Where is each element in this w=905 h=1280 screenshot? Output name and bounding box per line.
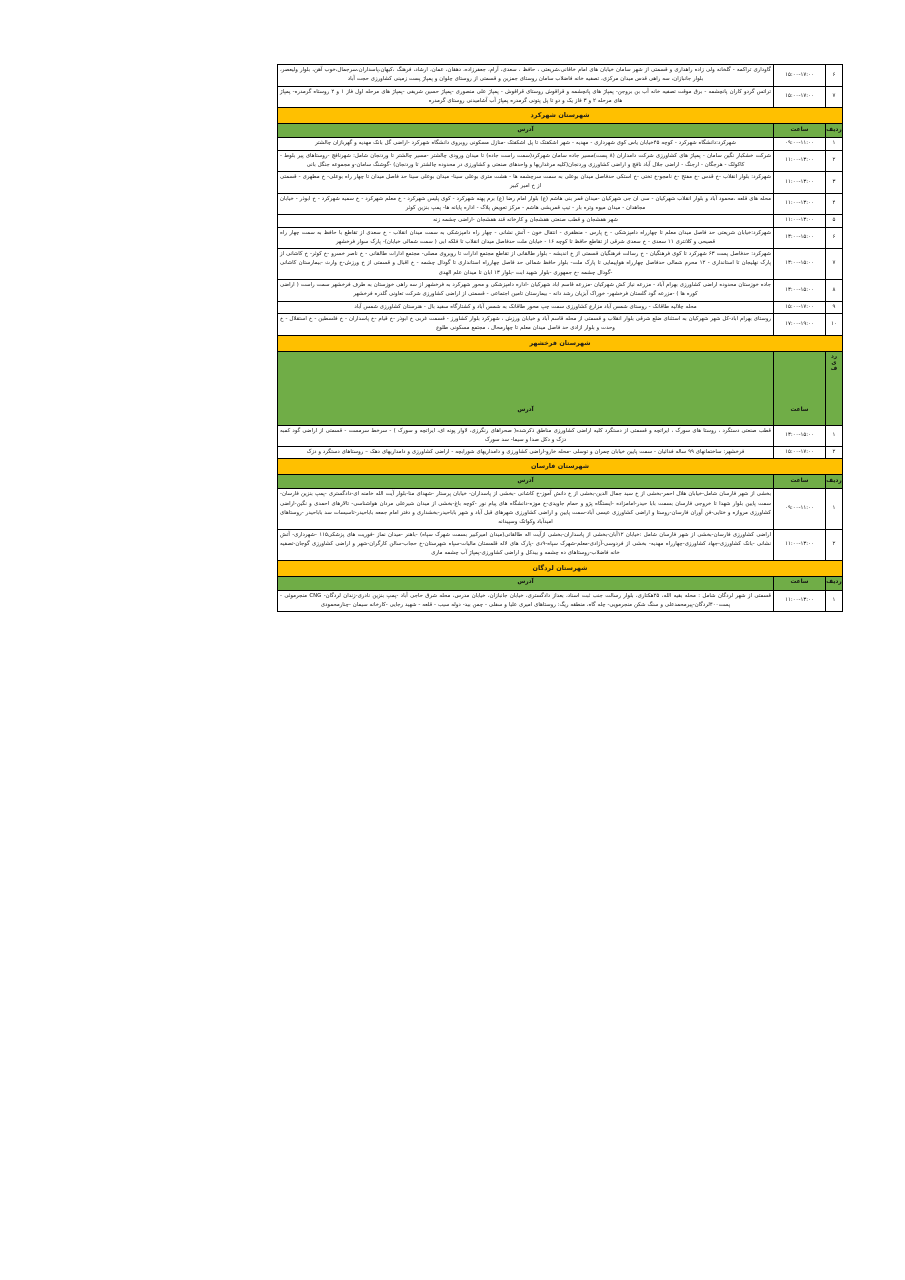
cell-address: گاوداری تراکمه - گلخانه ولی زاده راهداری و قسمتی از شهر سامان خیابان های امام خاقانی،شریعتی ، حافظ ، سعدی، آرام، جعفرزاده، دهقان، عمان، ارشاد، فرهنگ ،کیهان،پاسداران،سرجمال،خوب آهن، بلوار ولیعصر، بلوار جانبازان، سه راهی قدس میدان مرکزی، تصفیه خانه فاضلاب سامان روستای جمزین و قسمتی از روستای چلوان و پمپاژ پست زمینی کشاورزی حجت آباد xyxy=(278,65,774,87)
table-row xyxy=(278,172,843,194)
city-header-label: شهرستان فرخشهر xyxy=(278,335,843,351)
cell-row-number: ۱۰ xyxy=(826,313,843,335)
table-row xyxy=(278,489,843,529)
table-row xyxy=(278,425,843,447)
column-header-row xyxy=(278,576,843,590)
table-row xyxy=(278,529,843,560)
cell-address: روستای بهرام اباد-کل شهر شهرکیان به استثنای ضلع شرقی بلوار انقلاب و قسمتی از محله قاسم آباد و خیابان ورزش ، شهرکرد بلوار کشاورز - قسمت غربی خ ابوذر -خ قیام -خ پاسداران - خ فلسطین - خ استقلال - خ وحدت و بلوار ازادی حد فاصل میدان معلم تا چهارمحال ، مجتمع مسکونی طلوع xyxy=(278,313,774,335)
column-header-row xyxy=(278,124,843,138)
cell-address: فرخشهر: ساختمانهای ۹۹ ساله فدائیان - سمت پایین خیابان چمران و توسلی -محله خارو-اراضی کشاورزی و دامداریهای شورابچه - اراضی کشاورزی و دامداریهای دهک – روستاهای دستگرد و دزک xyxy=(278,447,774,459)
column-header-saat: ساعت xyxy=(774,576,826,590)
table-row xyxy=(278,301,843,313)
column-header-radif: ردیف xyxy=(826,124,843,138)
table-row xyxy=(278,65,843,87)
table-row xyxy=(278,150,843,172)
table-body xyxy=(278,65,843,612)
city-header-label: شهرستان لردگان xyxy=(278,560,843,576)
column-header-adres: آدرس xyxy=(278,351,774,425)
cell-row-number: ۱ xyxy=(826,590,843,612)
cell-address: شهرکرد: بلوار انقلاب -خ قدس -خ مفتح -خ نامجو-خ تختی -خ استکی حدفاصل میدان بوعلی به سمت سرچشمه ها - هشت متری بوعلی سینا- میدان بوعلی سینا حد فاصل میدان تا چهار راه بوعلی- خ مطهری - قسمتی از خ امیر کبیر xyxy=(278,172,774,194)
cell-time: ۱۵:۰۰-۱۷:۰۰ xyxy=(774,447,826,459)
cell-time: ۱۵:۰۰-۱۷:۰۰ xyxy=(774,65,826,87)
cell-address: شهرکرد:دانشگاه شهرکرد - کوچه ۴۵خیابان یاس کوی شهرداری - مهدیه - شهر اشکفتک تا پل اشکفتک -منازل مسکونی روبروی دانشگاه شهرکرد -اراضی گل بانک مهدیه و گهربازان چالشتر xyxy=(278,138,774,150)
cell-row-number: ۷ xyxy=(826,249,843,280)
city-header-label: شهرستان فارسان xyxy=(278,459,843,475)
cell-row-number: ۲ xyxy=(826,529,843,560)
city-header-row xyxy=(278,108,843,124)
column-header-saat: ساعت xyxy=(774,351,826,425)
column-header-radif xyxy=(826,351,843,425)
cell-time: ۱۳:۰۰-۱۵:۰۰ xyxy=(774,425,826,447)
cell-address: قسمتی از شهر لردگان شامل : محله بقیه الله، ۲۵هکتاری، بلوار رسالت جنب ثبت اسناد، بعداز دادگستری، خیابان جانبازان، خیابان مدرس، محله شرق حاجی آباد -پمپ بنزین نادری-زندان لردگان- CNG منجرموئی - پست۴۰۰لردگان-پیرمحمدعلی و سنگ شکن منجرمویی- چله گاه، منطقه ریگ: روستاهای امیری علیا و سفلی - چمن بید- دوله سیب - قلعه - شهید رجایی -کارخانه سیمان -چنارمحمودی xyxy=(278,590,774,612)
column-header-adres: آدرس xyxy=(278,124,774,138)
cell-time: ۱۱:۰۰-۱۳:۰۰ xyxy=(774,172,826,194)
column-header-saat: ساعت xyxy=(774,124,826,138)
cell-address: شهر هفشجان و قطب صنعتی هفشجان و کارخانه قند هفشجان -اراضی چشمه زنه xyxy=(278,215,774,227)
cell-row-number: ۴ xyxy=(826,193,843,215)
cell-time: ۱۵:۰۰-۱۷:۰۰ xyxy=(774,301,826,313)
cell-row-number: ۹ xyxy=(826,301,843,313)
cell-row-number: ۳ xyxy=(826,172,843,194)
table-row xyxy=(278,590,843,612)
cell-row-number: ۵ xyxy=(826,215,843,227)
cell-time: ۱۱:۰۰-۱۳:۰۰ xyxy=(774,215,826,227)
cell-time: ۱۳:۰۰-۱۵:۰۰ xyxy=(774,249,826,280)
cell-address: جاده خوزستان محدوده اراضی کشاورزی بهرام آباد - مزرعه نیاز کش شهرکیان -مزرعه قاسم اباد شهرکیان -اداره دامپزشکی و محور شهرکرد به فرخشهر از سه راهی خوزستان به طرف فرخشهر سمت راست ( اراضی کوره ها ) -مزرعه گود گلستان فرخشهر- خوراک آبزیان رشد دانه - بیمارستان تامین اجتماعی - قسمتی از اراضی کشاورزی شرکت تعاونی گلدره فرخشهر xyxy=(278,280,774,302)
cell-address: شرکت خشکبار نگین سامان - پمپاژ های کشاورزی شرکت دامداران (۸ پست)مسیر جاده سامان شهرکرد(سمت راست جاده) تا میدان ورودی چالشتر -مسیر چالشتر تا وردنجان شامل: شهرنافچ -روستاهای پیر بلوط - کاکولک - هرجگان - ارجنگ - اراضی جلال آباد نافچ و اراضی کشاورزی وردنجان(کلیه مرغداریها و واحدهای صنعتی و کشاورزی در محدوده چالشتر تا وردنجان) -گوشنگ سامان-و مجموعه جنگل بانی xyxy=(278,150,774,172)
table-row xyxy=(278,215,843,227)
cell-time: ۱۷:۰۰-۱۹:۰۰ xyxy=(774,313,826,335)
cell-row-number: ۱ xyxy=(826,425,843,447)
city-header-row xyxy=(278,459,843,475)
table-row xyxy=(278,447,843,459)
cell-time: ۱۳:۰۰-۱۵:۰۰ xyxy=(774,280,826,302)
column-header-adres: آدرس xyxy=(278,475,774,489)
table-row xyxy=(278,227,843,249)
column-header-row xyxy=(278,351,843,425)
table-row xyxy=(278,249,843,280)
table-row xyxy=(278,193,843,215)
outage-schedule-table xyxy=(277,64,843,612)
column-header-radif: ردیف xyxy=(826,475,843,489)
cell-address: شهرکرد:خیابان شریعتی حد فاصل میدان معلم تا چهارراه دامپزشکی - خ پارس - منظفری - انتقال خون - آتش نشانی - چهار راه دامپزشکی به سمت میدان انقلاب - خ سعدی از تقاطع با حافظ به سمت چهار راه قصیحی و کلانتری ۱۱ سعدی - خ سعدی شرقی از تقاطع حافظ تا کوچه ۱۶ - خیابان ملت حدفاصل میدان انقلاب تا فلکه ابی ( سمت شمالی خیابان)- پارک سوار فرخشهر xyxy=(278,227,774,249)
table-row xyxy=(278,313,843,335)
cell-row-number: ۲ xyxy=(826,150,843,172)
column-header-radif-line: ی xyxy=(831,359,837,366)
column-header-radif-line: ف xyxy=(830,366,838,373)
city-header-label: شهرستان شهرکرد xyxy=(278,108,843,124)
cell-address: اراضی کشاورزی فارسان-بخشی از شهر فارسان شامل :خیابان ۱۲آبان-بخشی از پاسداران-بخشی ازآیت اله طالقانی(میدان امیرکبیر بسمت شهرک سپاه) -باهنر -میدان نماز -فوریت های پزشکی۱۱۵ -شهرداری- آتش نشانی -بانک کشاورزی-جهاد کشاورزی-چهارراه مهدیه- بخشی از فردوسی-آزادی-معلم-شهرک سپاه-۹دی -پارک های لاله قلمستان مالیات-سپاه شهرستان-خ حجاب-سالن کارگران-شهر و اراضی کشاورزی گوجان-تصفیه خانه فاضلاب-روستاهای ده چشمه و بیدکل و اراضی کشاورزی-پمپاژ آب چشمه ماری xyxy=(278,529,774,560)
cell-address: تراتس گردو کاران پانچشمه - برق موقت تصفیه خانه آب بن بروجن- پمپاژ های پانچشمه و قراقوش روستای قراقوش - پمپاژ علی منصوری -پمپاژ حسین شریفی -پمپاژ های مرحله اول فاز ۱ و ۲ روستاه گرمدره- پمپاژ های مرحله ۲ و ۳ فاز یک و دو تا پل پتونی گرمدره پمپاژ آب آشامیدنی روستای گرمدره xyxy=(278,86,774,108)
cell-address: محله های قلعه ،محمود آباد و بلوار انقلاب شهرکیان - سی ان جی شهرکیان -میدان قمر بنی هاشم (ع) بلوار امام رضا (ع) برم پهنه شهرکرد - کوی پلیس شهرکرد - خ معلم شهرکرد - خ سمیه شهرکرد - خ ابوذر - خیابان مجاهدان - میدان میوه وتره بار - تیپ قمریشی هاشم - مرکز تعویض پلاک - اداره پایانه ها- پمپ بنزین کوثر xyxy=(278,193,774,215)
city-header-row xyxy=(278,335,843,351)
cell-time: ۱۱:۰۰-۱۳:۰۰ xyxy=(774,150,826,172)
cell-time: ۱۱:۰۰-۱۳:۰۰ xyxy=(774,529,826,560)
cell-row-number: ۶ xyxy=(826,227,843,249)
cell-row-number: ۱ xyxy=(826,489,843,529)
column-header-radif-line: رد xyxy=(830,353,838,360)
cell-time: ۱۵:۰۰-۱۷:۰۰ xyxy=(774,86,826,108)
table-row xyxy=(278,280,843,302)
cell-time: ۱۳:۰۰-۱۵:۰۰ xyxy=(774,227,826,249)
cell-time: ۱۱:۰۰-۱۳:۰۰ xyxy=(774,193,826,215)
column-header-row xyxy=(278,475,843,489)
cell-address: محله چلالیه طاقانک - روستای شمس آباد مزارع کشاورزی سمت چپ محور طاقانک به شمس آباد و کشتارگاه سفید بال - هنرستان کشاورزی شمس آباد xyxy=(278,301,774,313)
cell-row-number: ۷ xyxy=(826,86,843,108)
cell-address: قطب صنعتی دستگرد ، روستا های سورک ، ایراتچه و قسمتی از دستگرد کلیه اراضی کشاورزی مناطق ذکرشده( صحراهای رنگرزی، لاوار پونه ای، ایراتچه و سورک ) - سرخط سرمست - قسمتی از اراضی گود کمبه دزک و دکل صدا و سیما- سد سورک xyxy=(278,425,774,447)
city-header-row xyxy=(278,560,843,576)
cell-row-number: ۸ xyxy=(826,280,843,302)
cell-time: ۰۹:۰۰-۱۱:۰۰ xyxy=(774,489,826,529)
cell-time: ۰۹:۰۰-۱۱:۰۰ xyxy=(774,138,826,150)
cell-row-number: ۶ xyxy=(826,65,843,87)
cell-time: ۱۱:۰۰-۱۳:۰۰ xyxy=(774,590,826,612)
table-row xyxy=(278,138,843,150)
outage-schedule-sheet xyxy=(278,64,843,612)
cell-address: بخشی از شهر فارسان شامل-خیابان هلال احمر-بخشی از خ سید جمال الدین-بخشی از خ دانش آموز-خ کاشانی -بخشی از پاسداران- خیابان پرستار -شهدای منا-بلوار آیت الله خامنه ای-دادگستری -پمپ بنزین فارسان-سمت پایین بلوار شهدا تا خروجی فارسان بسمت بابا حیدر-امامزاده -ایستگاه پژو و حمام جاویدی-خ موزه-دانشگاه های پیام نور -کوچه باغ-بخشی از میدان شیرعلی مردان هواشناسی- تالارهای احمدی و نگین-اراضی کشاورزی مروازه و ختایی-فن آوران فارسان-روستا و اراضی کشاورزی عیسی آباد-سمت پایین و اراضی کشاورزی شهرهای قبل آباد و شهر باباحیدر-بخشداری و دفتر امام جمعه باباحیدر-تاسیسات سد باباحیدر -روستاهای امیدآباد وکواتک وسپیدانه xyxy=(278,489,774,529)
column-header-radif: ردیف xyxy=(826,576,843,590)
cell-row-number: ۱ xyxy=(826,138,843,150)
cell-address: شهرکرد: حدفاصل پست ۶۳ شهرکرد تا کوی فرهنگیان - خ رسالت فرهنگیان قسمتی از خ اندیشه - بلوار طالقانی از تقاطع مجتمع ادارات تا روبروی مصلی- مجتمع ادارات طالقانی - خ ناصر خسرو -خ کوثر- خ کاشانی از پارک نهلیجان تا استانداری - ۱۲ محرم شمالی حدفاصل چهارراه هواپیمایی تا پارک ملت- بلوار حافظ شمالی حد فاصل چهارراه استانداری تا گودال چشمه - خ اقبال و قسمتی از خ ورزش-خ وارث -بیمارستان کاشانی -گودال چشمه -خ جمهوری -بلوار شهید ابت -بلوار ۱۳ ابان تا میدان علم الهدی xyxy=(278,249,774,280)
column-header-adres: آدرس xyxy=(278,576,774,590)
table-row xyxy=(278,86,843,108)
cell-row-number: ۲ xyxy=(826,447,843,459)
column-header-saat: ساعت xyxy=(774,475,826,489)
